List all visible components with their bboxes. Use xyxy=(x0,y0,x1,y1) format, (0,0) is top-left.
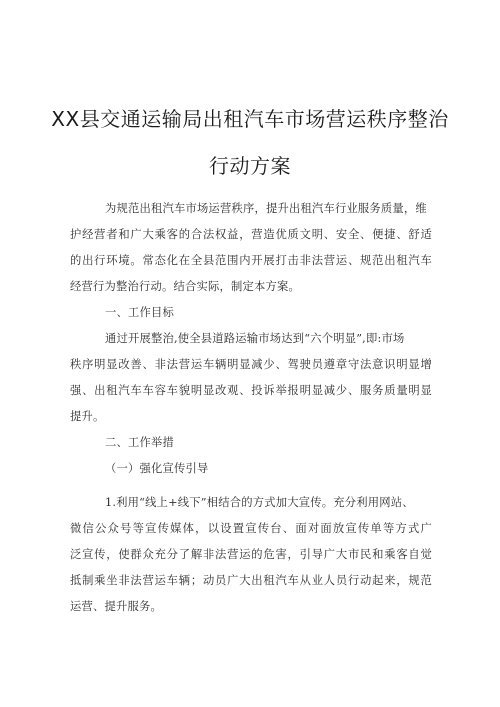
section-heading-measures: 二、工作举措 xyxy=(105,436,174,449)
section-heading-goals: 一、工作目标 xyxy=(105,306,174,319)
paragraph-intro-line-1: 为规范出租汽车市场运营秩序，提升出租汽车行业服务质量，维 xyxy=(105,202,427,215)
paragraph-goals-line-4: 提升。 xyxy=(70,410,105,423)
paragraph-publicity-line-4: 抵制乘坐非法营运车辆；动员广大出租汽车从业人员行动起来，规范 xyxy=(70,574,432,587)
document-title-line-2: 行动方案 xyxy=(209,154,291,178)
subsection-heading-publicity: （一）强化宣传引导 xyxy=(105,462,209,475)
paragraph-goals-line-2: 秩序明显改善、非法营运车辆明显减少、驾驶员遵章守法意识明显增 xyxy=(70,358,432,371)
paragraph-publicity-line-3: 泛宣传，使群众充分了解非法营运的危害，引导广大市民和乘客自觉 xyxy=(70,548,432,561)
paragraph-goals-line-1: 通过开展整治,使全县道路运输市场达到“六个明显”,即:市场 xyxy=(105,332,405,345)
paragraph-intro-line-4: 经营行为整治行动。结合实际，制定本方案。 xyxy=(70,280,300,293)
paragraph-goals-line-3: 强、出租汽车车容车貌明显改观、投诉举报明显减少、服务质量明显 xyxy=(70,384,432,397)
paragraph-publicity-line-2: 微信公众号等宣传媒体，以设置宣传台、面对面放宣传单等方式广 xyxy=(70,522,432,535)
paragraph-intro-line-3: 的出行环境。常态化在全县范围内开展打击非法营运、规范出租汽车 xyxy=(70,254,432,267)
paragraph-intro-line-2: 护经营者和广大乘客的合法权益，营造优质文明、安全、便捷、舒适 xyxy=(70,228,432,241)
paragraph-publicity-line-5: 运营、提升服务。 xyxy=(70,600,162,613)
document-title-line-1: XX县交通运输局出租汽车市场营运秩序整治 xyxy=(51,107,449,131)
paragraph-publicity-line-1: 1.利用“线上+线下”相结合的方式加大宣传。充分利用网站、 xyxy=(105,496,414,509)
